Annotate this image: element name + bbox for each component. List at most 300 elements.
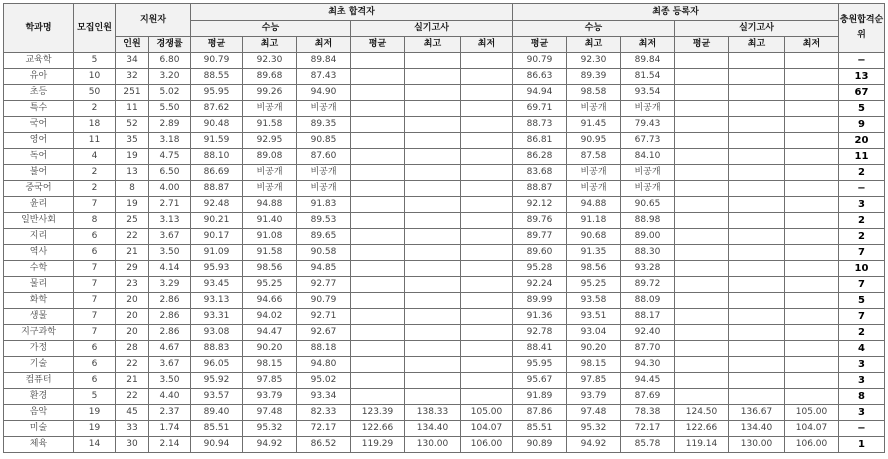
cell-rank: 3 <box>839 373 885 389</box>
table-row <box>4 165 885 181</box>
cell-count: 30 <box>116 437 149 453</box>
cell-r-max: 97.85 <box>567 373 621 389</box>
cell-fp-min <box>461 149 513 165</box>
table-row <box>4 357 885 373</box>
cell-fp-max <box>405 101 461 117</box>
cell-f-max: 94.02 <box>243 309 297 325</box>
cell-ratio: 2.37 <box>149 405 191 421</box>
cell-r-max: 93.04 <box>567 325 621 341</box>
cell-quota: 7 <box>74 261 116 277</box>
cell-f-min: 89.84 <box>297 53 351 69</box>
cell-fp-min: 104.07 <box>461 421 513 437</box>
cell-fp-max <box>405 389 461 405</box>
cell-rp-min <box>785 357 839 373</box>
cell-fp-max <box>405 165 461 181</box>
header-first-csat-max: 최고 <box>243 37 297 53</box>
table-row <box>4 85 885 101</box>
cell-rp-min <box>785 213 839 229</box>
cell-rp-avg <box>675 213 729 229</box>
cell-rp-max <box>729 85 785 101</box>
cell-r-min: 87.70 <box>621 341 675 357</box>
cell-count: 21 <box>116 245 149 261</box>
cell-rp-avg <box>675 197 729 213</box>
cell-fp-min <box>461 357 513 373</box>
cell-r-min: 94.30 <box>621 357 675 373</box>
cell-rank: 3 <box>839 357 885 373</box>
cell-rank: 7 <box>839 245 885 261</box>
cell-r-avg: 95.28 <box>513 261 567 277</box>
cell-rank: 7 <box>839 277 885 293</box>
cell-f-avg: 88.55 <box>191 69 243 85</box>
header-first-pass: 최초 합격자 <box>191 4 513 21</box>
table-row <box>4 197 885 213</box>
cell-name: 생물 <box>4 309 74 325</box>
cell-f-max: 92.30 <box>243 53 297 69</box>
header-final-practical: 실기고사 <box>675 21 839 37</box>
cell-rank: 20 <box>839 133 885 149</box>
table-row <box>4 133 885 149</box>
cell-fp-min <box>461 181 513 197</box>
cell-count: 35 <box>116 133 149 149</box>
cell-rp-max: 134.40 <box>729 421 785 437</box>
table-row <box>4 309 885 325</box>
cell-f-avg: 88.87 <box>191 181 243 197</box>
cell-name: 가정 <box>4 341 74 357</box>
cell-rp-avg <box>675 389 729 405</box>
cell-rp-max <box>729 373 785 389</box>
cell-rank: − <box>839 421 885 437</box>
cell-count: 52 <box>116 117 149 133</box>
cell-r-min: 84.10 <box>621 149 675 165</box>
cell-f-max: 93.79 <box>243 389 297 405</box>
cell-quota: 6 <box>74 341 116 357</box>
cell-rank: 3 <box>839 197 885 213</box>
cell-r-avg: 86.28 <box>513 149 567 165</box>
cell-f-avg: 93.13 <box>191 293 243 309</box>
table-row <box>4 229 885 245</box>
cell-f-min: 94.85 <box>297 261 351 277</box>
cell-quota: 50 <box>74 85 116 101</box>
cell-fp-avg <box>351 373 405 389</box>
cell-f-min: 88.18 <box>297 341 351 357</box>
cell-rp-avg: 124.50 <box>675 405 729 421</box>
cell-f-max: 94.47 <box>243 325 297 341</box>
header-final-registered: 최종 등록자 <box>513 4 839 21</box>
cell-fp-max: 138.33 <box>405 405 461 421</box>
cell-fp-min <box>461 389 513 405</box>
cell-rp-max <box>729 117 785 133</box>
cell-rp-avg <box>675 165 729 181</box>
cell-rp-avg <box>675 277 729 293</box>
cell-rp-max <box>729 309 785 325</box>
cell-fp-max <box>405 229 461 245</box>
cell-fp-max: 134.40 <box>405 421 461 437</box>
cell-fp-min <box>461 229 513 245</box>
cell-r-max: 90.95 <box>567 133 621 149</box>
cell-rp-min <box>785 149 839 165</box>
cell-r-avg: 86.63 <box>513 69 567 85</box>
cell-fp-avg <box>351 261 405 277</box>
header-count: 인원 <box>116 37 149 53</box>
cell-f-avg: 85.51 <box>191 421 243 437</box>
cell-name: 중국어 <box>4 181 74 197</box>
cell-fp-max <box>405 117 461 133</box>
cell-fp-avg <box>351 69 405 85</box>
cell-r-max: 93.79 <box>567 389 621 405</box>
cell-f-min: 89.53 <box>297 213 351 229</box>
cell-quota: 19 <box>74 405 116 421</box>
cell-fp-avg: 119.29 <box>351 437 405 453</box>
cell-fp-avg <box>351 149 405 165</box>
cell-r-min: 88.09 <box>621 293 675 309</box>
cell-rp-max <box>729 341 785 357</box>
cell-count: 251 <box>116 85 149 101</box>
cell-fp-max <box>405 357 461 373</box>
table-row <box>4 149 885 165</box>
cell-rp-max <box>729 165 785 181</box>
cell-rp-min: 105.00 <box>785 405 839 421</box>
cell-f-avg: 95.93 <box>191 261 243 277</box>
cell-quota: 6 <box>74 245 116 261</box>
cell-rp-avg <box>675 69 729 85</box>
cell-fp-max <box>405 245 461 261</box>
cell-rp-min <box>785 293 839 309</box>
cell-f-max: 97.85 <box>243 373 297 389</box>
cell-ratio: 3.50 <box>149 373 191 389</box>
cell-ratio: 5.50 <box>149 101 191 117</box>
cell-r-avg: 69.71 <box>513 101 567 117</box>
cell-fp-max <box>405 69 461 85</box>
cell-name: 특수 <box>4 101 74 117</box>
cell-fp-min <box>461 293 513 309</box>
cell-rp-min <box>785 309 839 325</box>
cell-quota: 18 <box>74 117 116 133</box>
cell-rp-max <box>729 277 785 293</box>
cell-fp-avg <box>351 277 405 293</box>
cell-fp-min <box>461 325 513 341</box>
table-row <box>4 373 885 389</box>
cell-rp-max <box>729 261 785 277</box>
cell-r-max: 91.45 <box>567 117 621 133</box>
cell-rp-max <box>729 357 785 373</box>
cell-rp-avg <box>675 117 729 133</box>
cell-quota: 7 <box>74 309 116 325</box>
cell-rank: 8 <box>839 389 885 405</box>
cell-f-min: 89.35 <box>297 117 351 133</box>
table-row <box>4 421 885 437</box>
cell-fp-min <box>461 213 513 229</box>
cell-name: 체육 <box>4 437 74 453</box>
cell-fp-max <box>405 277 461 293</box>
cell-name: 역사 <box>4 245 74 261</box>
cell-f-avg: 93.45 <box>191 277 243 293</box>
cell-r-max: 95.25 <box>567 277 621 293</box>
cell-rank: 5 <box>839 101 885 117</box>
cell-r-min: 88.98 <box>621 213 675 229</box>
cell-rp-min: 104.07 <box>785 421 839 437</box>
cell-ratio: 3.29 <box>149 277 191 293</box>
cell-r-min: 93.28 <box>621 261 675 277</box>
cell-f-max: 89.08 <box>243 149 297 165</box>
cell-f-max: 98.15 <box>243 357 297 373</box>
cell-ratio: 3.13 <box>149 213 191 229</box>
cell-fp-max <box>405 85 461 101</box>
cell-f-max: 94.88 <box>243 197 297 213</box>
cell-r-max: 90.68 <box>567 229 621 245</box>
cell-r-min: 81.54 <box>621 69 675 85</box>
cell-quota: 5 <box>74 53 116 69</box>
cell-f-min: 92.67 <box>297 325 351 341</box>
cell-rp-min <box>785 277 839 293</box>
cell-fp-avg <box>351 293 405 309</box>
cell-fp-min <box>461 341 513 357</box>
cell-r-min: 87.69 <box>621 389 675 405</box>
cell-name: 기술 <box>4 357 74 373</box>
table-row <box>4 101 885 117</box>
cell-rp-min <box>785 229 839 245</box>
header-final-practical-avg: 평균 <box>675 37 729 53</box>
header-quota: 모집인원 <box>74 4 116 53</box>
cell-f-avg: 95.92 <box>191 373 243 389</box>
cell-count: 11 <box>116 101 149 117</box>
cell-f-min: 90.58 <box>297 245 351 261</box>
cell-f-max: 99.26 <box>243 85 297 101</box>
cell-f-min: 92.71 <box>297 309 351 325</box>
cell-fp-avg <box>351 309 405 325</box>
cell-f-avg: 93.31 <box>191 309 243 325</box>
cell-r-avg: 95.67 <box>513 373 567 389</box>
cell-rank: 11 <box>839 149 885 165</box>
cell-fp-avg <box>351 53 405 69</box>
cell-fp-avg <box>351 213 405 229</box>
cell-fp-avg <box>351 101 405 117</box>
cell-quota: 11 <box>74 133 116 149</box>
cell-rp-max <box>729 133 785 149</box>
cell-f-max: 89.68 <box>243 69 297 85</box>
cell-rp-avg: 119.14 <box>675 437 729 453</box>
cell-rp-max <box>729 101 785 117</box>
cell-ratio: 3.18 <box>149 133 191 149</box>
cell-r-min: 90.65 <box>621 197 675 213</box>
cell-fp-avg <box>351 341 405 357</box>
cell-fp-max <box>405 197 461 213</box>
cell-r-min: 78.38 <box>621 405 675 421</box>
cell-f-avg: 90.21 <box>191 213 243 229</box>
cell-r-max: 87.58 <box>567 149 621 165</box>
cell-r-max: 93.58 <box>567 293 621 309</box>
header-first-practical: 실기고사 <box>351 21 513 37</box>
cell-r-avg: 89.76 <box>513 213 567 229</box>
cell-r-max: 92.30 <box>567 53 621 69</box>
cell-f-min: 비공개 <box>297 101 351 117</box>
header-final-csat: 수능 <box>513 21 675 37</box>
cell-r-avg: 86.81 <box>513 133 567 149</box>
table-row <box>4 405 885 421</box>
cell-ratio: 3.50 <box>149 245 191 261</box>
header-first-csat-avg: 평균 <box>191 37 243 53</box>
cell-f-min: 87.43 <box>297 69 351 85</box>
cell-f-avg: 93.57 <box>191 389 243 405</box>
cell-ratio: 2.86 <box>149 293 191 309</box>
header-final-csat-avg: 평균 <box>513 37 567 53</box>
cell-ratio: 5.02 <box>149 85 191 101</box>
cell-quota: 8 <box>74 213 116 229</box>
cell-fp-avg <box>351 245 405 261</box>
cell-rp-avg <box>675 357 729 373</box>
cell-rp-max <box>729 197 785 213</box>
cell-count: 22 <box>116 229 149 245</box>
cell-fp-avg <box>351 389 405 405</box>
cell-rp-min <box>785 133 839 149</box>
cell-r-min: 89.00 <box>621 229 675 245</box>
cell-count: 28 <box>116 341 149 357</box>
cell-rp-avg <box>675 261 729 277</box>
cell-quota: 7 <box>74 197 116 213</box>
cell-r-avg: 91.89 <box>513 389 567 405</box>
cell-f-avg: 92.48 <box>191 197 243 213</box>
cell-r-avg: 91.36 <box>513 309 567 325</box>
cell-r-max: 비공개 <box>567 165 621 181</box>
cell-rp-avg <box>675 133 729 149</box>
cell-count: 20 <box>116 325 149 341</box>
cell-rp-avg <box>675 341 729 357</box>
cell-f-max: 91.58 <box>243 117 297 133</box>
cell-rp-max <box>729 181 785 197</box>
cell-quota: 7 <box>74 277 116 293</box>
cell-count: 22 <box>116 357 149 373</box>
cell-quota: 6 <box>74 357 116 373</box>
cell-fp-avg <box>351 357 405 373</box>
cell-r-max: 91.35 <box>567 245 621 261</box>
header-final-csat-min: 최저 <box>621 37 675 53</box>
cell-count: 32 <box>116 69 149 85</box>
cell-f-min: 비공개 <box>297 181 351 197</box>
cell-name: 영어 <box>4 133 74 149</box>
cell-ratio: 4.40 <box>149 389 191 405</box>
cell-f-max: 91.58 <box>243 245 297 261</box>
cell-r-min: 비공개 <box>621 101 675 117</box>
cell-ratio: 2.86 <box>149 325 191 341</box>
cell-r-max: 93.51 <box>567 309 621 325</box>
cell-rp-min <box>785 341 839 357</box>
cell-r-avg: 88.87 <box>513 181 567 197</box>
cell-ratio: 3.67 <box>149 229 191 245</box>
cell-quota: 19 <box>74 421 116 437</box>
cell-f-min: 86.52 <box>297 437 351 453</box>
table-row <box>4 261 885 277</box>
cell-name: 환경 <box>4 389 74 405</box>
cell-f-avg: 90.79 <box>191 53 243 69</box>
cell-f-avg: 93.08 <box>191 325 243 341</box>
cell-rank: − <box>839 181 885 197</box>
header-first-practical-avg: 평균 <box>351 37 405 53</box>
cell-fp-avg <box>351 85 405 101</box>
cell-f-max: 94.66 <box>243 293 297 309</box>
cell-f-avg: 86.69 <box>191 165 243 181</box>
cell-name: 물리 <box>4 277 74 293</box>
cell-f-min: 94.90 <box>297 85 351 101</box>
cell-r-avg: 95.95 <box>513 357 567 373</box>
cell-r-avg: 92.78 <box>513 325 567 341</box>
cell-rp-min <box>785 181 839 197</box>
cell-f-min: 90.79 <box>297 293 351 309</box>
cell-name: 지리 <box>4 229 74 245</box>
cell-fp-max <box>405 53 461 69</box>
cell-name: 컴퓨터 <box>4 373 74 389</box>
cell-f-min: 90.85 <box>297 133 351 149</box>
cell-fp-max <box>405 181 461 197</box>
cell-r-max: 94.92 <box>567 437 621 453</box>
cell-r-avg: 89.99 <box>513 293 567 309</box>
header-final-csat-max: 최고 <box>567 37 621 53</box>
cell-count: 13 <box>116 165 149 181</box>
cell-name: 미술 <box>4 421 74 437</box>
cell-r-avg: 87.86 <box>513 405 567 421</box>
cell-name: 불어 <box>4 165 74 181</box>
cell-fp-avg <box>351 229 405 245</box>
cell-rp-avg <box>675 309 729 325</box>
cell-f-avg: 90.17 <box>191 229 243 245</box>
cell-name: 음악 <box>4 405 74 421</box>
cell-f-avg: 88.10 <box>191 149 243 165</box>
cell-f-max: 비공개 <box>243 165 297 181</box>
cell-r-avg: 90.89 <box>513 437 567 453</box>
admissions-results-table <box>3 3 885 453</box>
cell-f-max: 95.25 <box>243 277 297 293</box>
cell-count: 20 <box>116 309 149 325</box>
cell-name: 윤리 <box>4 197 74 213</box>
cell-f-min: 91.83 <box>297 197 351 213</box>
cell-r-avg: 94.94 <box>513 85 567 101</box>
cell-fp-avg: 123.39 <box>351 405 405 421</box>
cell-name: 국어 <box>4 117 74 133</box>
cell-quota: 14 <box>74 437 116 453</box>
cell-count: 21 <box>116 373 149 389</box>
cell-f-min: 87.60 <box>297 149 351 165</box>
cell-r-max: 89.39 <box>567 69 621 85</box>
cell-ratio: 4.67 <box>149 341 191 357</box>
cell-r-min: 비공개 <box>621 181 675 197</box>
cell-f-max: 92.95 <box>243 133 297 149</box>
cell-rp-max <box>729 149 785 165</box>
cell-rp-max <box>729 69 785 85</box>
cell-r-avg: 89.77 <box>513 229 567 245</box>
cell-rp-avg <box>675 181 729 197</box>
cell-f-min: 82.33 <box>297 405 351 421</box>
cell-fp-max <box>405 149 461 165</box>
cell-r-max: 91.18 <box>567 213 621 229</box>
cell-count: 19 <box>116 149 149 165</box>
cell-rank: 4 <box>839 341 885 357</box>
cell-rank: 13 <box>839 69 885 85</box>
cell-fp-min <box>461 373 513 389</box>
cell-r-max: 비공개 <box>567 101 621 117</box>
cell-f-avg: 91.59 <box>191 133 243 149</box>
cell-f-min: 72.17 <box>297 421 351 437</box>
cell-rank: − <box>839 53 885 69</box>
cell-rp-avg <box>675 101 729 117</box>
cell-rp-max <box>729 213 785 229</box>
cell-count: 45 <box>116 405 149 421</box>
cell-fp-max <box>405 309 461 325</box>
table-row <box>4 53 885 69</box>
cell-f-avg: 88.83 <box>191 341 243 357</box>
cell-count: 34 <box>116 53 149 69</box>
header-final-practical-max: 최고 <box>729 37 785 53</box>
cell-f-max: 비공개 <box>243 181 297 197</box>
cell-ratio: 3.20 <box>149 69 191 85</box>
cell-ratio: 2.71 <box>149 197 191 213</box>
